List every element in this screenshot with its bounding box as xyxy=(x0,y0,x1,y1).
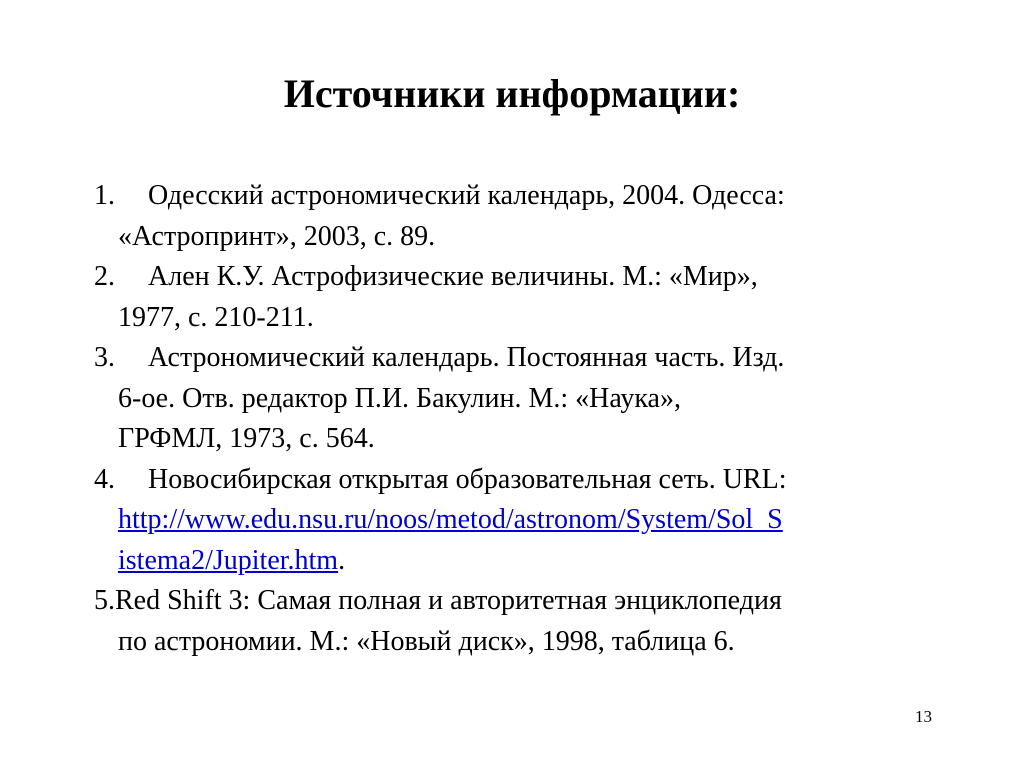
source-url-link-continued[interactable]: istema2/Jupiter.htm xyxy=(118,544,339,576)
item-number: 2. xyxy=(94,261,115,292)
slide-title: Источники информации: xyxy=(283,71,741,116)
source-item-3 xyxy=(94,338,944,460)
source-line xyxy=(94,541,944,582)
source-line xyxy=(94,460,944,501)
item-number: 3. xyxy=(94,342,115,373)
source-line: ГРФМЛ, 1973, с. 564. xyxy=(118,423,375,454)
source-line xyxy=(94,500,944,541)
source-text: Новосибирская открытая образовательная сеть. URL: xyxy=(148,463,787,495)
source-line xyxy=(94,257,944,298)
source-url-link[interactable]: http://www.edu.nsu.ru/noos/metod/astronom/System/Sol_S xyxy=(118,504,783,535)
sources-list xyxy=(94,176,944,662)
source-line: «Астропринт», 2003, с. 89. xyxy=(118,220,436,252)
source-line xyxy=(94,581,944,622)
source-item-4 xyxy=(94,460,944,582)
source-item-5 xyxy=(94,581,944,662)
source-line xyxy=(94,176,944,217)
source-line: 1977, с. 210-211. xyxy=(118,301,314,333)
source-line: по астрономии. М.: «Новый диск», 1998, таблица 6. xyxy=(118,625,735,657)
item-number: 1. xyxy=(94,180,115,211)
page-number: 13 xyxy=(915,707,932,726)
source-item-1 xyxy=(94,176,944,257)
source-text: Ален К.У. Астрофизические величины. М.: «Мир», xyxy=(148,261,758,292)
item-number: 5. xyxy=(94,585,115,616)
source-trailing-punctuation: . xyxy=(338,544,346,576)
source-text: Одесский астрономический календарь, 2004. Одесса: xyxy=(148,180,785,211)
source-item-2 xyxy=(94,257,944,338)
source-text: Red Shift 3: Самая полная и авторитетная энциклопедия xyxy=(115,585,782,616)
source-line xyxy=(94,338,944,379)
source-line: 6-ое. Отв. редактор П.И. Бакулин. М.: «Наука», xyxy=(118,382,681,414)
item-number: 4. xyxy=(94,463,115,495)
source-text: Астрономический календарь. Постоянная часть. Изд. xyxy=(148,342,785,373)
